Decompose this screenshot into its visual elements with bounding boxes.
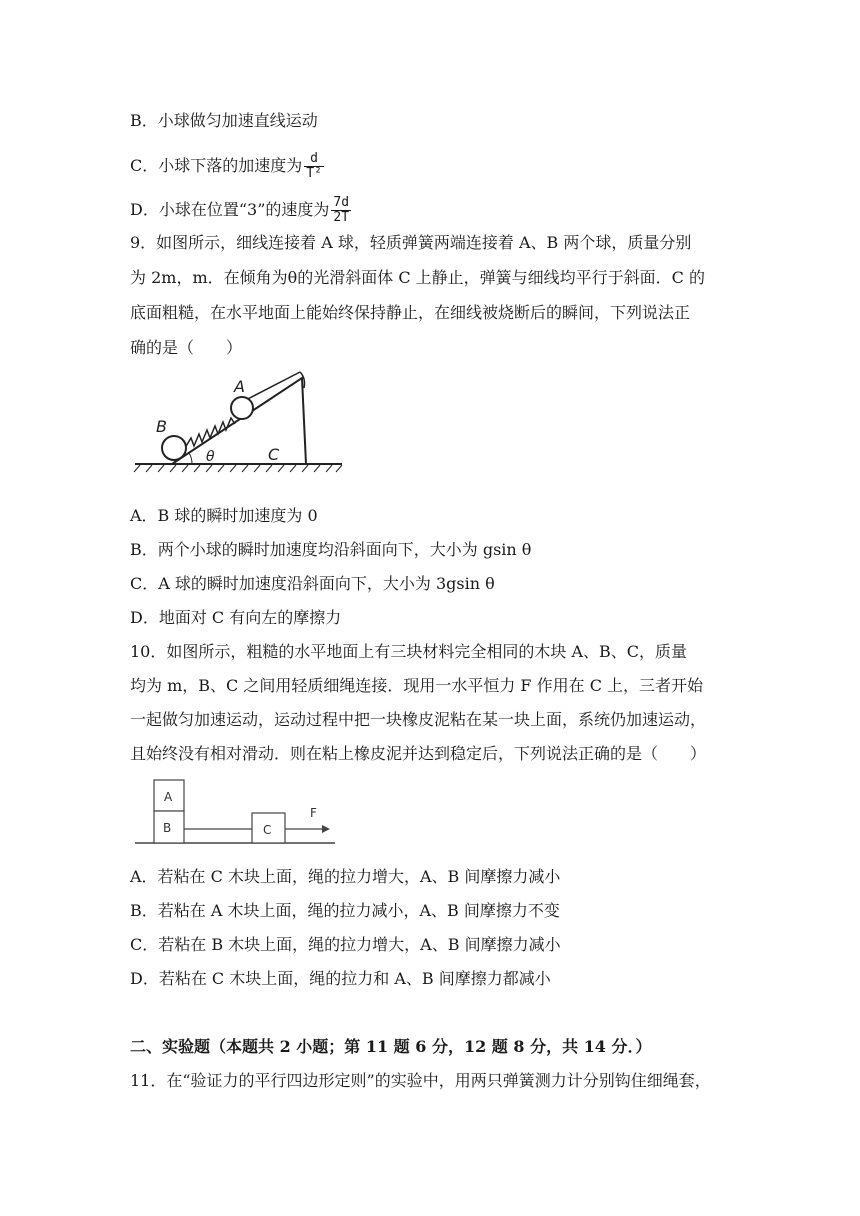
q9-stem-line-4: 确的是（ ） xyxy=(130,338,243,357)
q9-option-c: C．A 球的瞬时加速度沿斜面向下，大小为 3gsin θ xyxy=(130,574,495,593)
q8-option-d-text: D．小球在位置“3”的速度为 xyxy=(130,200,330,219)
label-a: A xyxy=(234,377,245,396)
q10-stem-line-4: 且始终没有相对滑动．则在粘上橡皮泥并达到稳定后，下列说法正确的是（ ） xyxy=(130,744,707,763)
angle-arc xyxy=(189,453,192,464)
label-c: C xyxy=(263,823,272,837)
label-b: B xyxy=(156,417,167,436)
q10-option-a: A．若粘在 C 木块上面，绳的拉力增大，A、B 间摩擦力减小 xyxy=(130,867,561,886)
q10-stem-line-3: 一起做匀加速运动，运动过程中把一块橡皮泥粘在某一块上面，系统仍加速运动， xyxy=(130,710,707,729)
q10-option-d: D．若粘在 C 木块上面，绳的拉力和 A、B 间摩擦力都减小 xyxy=(130,969,551,988)
fraction-denominator: 2T xyxy=(333,210,350,225)
q11-stem-line-1: 11．在“验证力的平行四边形定则”的实验中，用两只弹簧测力计分别钩住细绳套， xyxy=(130,1071,711,1090)
q8-option-c-text: C．小球下落的加速度为 xyxy=(130,156,303,175)
q10-stem-line-1: 10．如图所示，粗糙的水平地面上有三块材料完全相同的木块 A、B、C，质量 xyxy=(130,642,688,661)
fraction-numerator: 7d xyxy=(333,195,350,210)
label-theta: θ xyxy=(206,449,215,465)
q10-blocks-figure xyxy=(130,776,345,848)
q9-stem-line-3: 底面粗糙，在水平地面上能始终保持静止，在细线被烧断后的瞬间，下列说法正 xyxy=(130,303,691,322)
q9-option-b: B．两个小球的瞬时加速度均沿斜面向下，大小为 gsin θ xyxy=(130,540,532,559)
label-b: B xyxy=(163,821,172,835)
label-a: A xyxy=(164,790,173,804)
fraction-numerator: d xyxy=(304,152,324,167)
q10-stem-line-2: 均为 m，B、C 之间用轻质细绳连接．现用一水平恒力 F 作用在 C 上，三者开始 xyxy=(130,676,704,695)
label-c: C xyxy=(268,445,280,464)
ground-hatching xyxy=(134,465,342,472)
q10-option-c: C．若粘在 B 木块上面，绳的拉力增大，A、B 间摩擦力减小 xyxy=(130,935,561,954)
q9-stem-line-2: 为 2m，m．在倾角为θ的光滑斜面体 C 上静止，弹簧与细线均平行于斜面．C 的 xyxy=(130,268,705,287)
q8-option-d-fraction xyxy=(331,196,351,225)
q8-option-c-fraction xyxy=(304,152,324,181)
q9-option-d: D．地面对 C 有向左的摩擦力 xyxy=(130,608,342,627)
q8-option-b: B．小球做匀加速直线运动 xyxy=(130,111,318,130)
label-f: F xyxy=(310,806,317,820)
force-arrow-head xyxy=(322,825,330,833)
q10-option-b: B．若粘在 A 木块上面，绳的拉力减小，A、B 间摩擦力不变 xyxy=(130,901,560,920)
spring xyxy=(185,418,235,448)
fraction-denominator: T² xyxy=(306,166,322,181)
q9-incline-figure xyxy=(130,368,350,483)
ball-a xyxy=(231,397,253,419)
q8-option-d xyxy=(130,196,351,225)
q9-stem-line-1: 9．如图所示，细线连接着 A 球，轻质弹簧两端连接着 A、B 两个球，质量分别 xyxy=(130,233,692,252)
ball-b xyxy=(162,436,186,460)
q8-option-c xyxy=(130,152,324,181)
section-heading: 二、实验题（本题共 2 小题；第 11 题 6 分，12 题 8 分，共 14 分．） xyxy=(130,1037,652,1056)
q9-option-a: A．B 球的瞬时加速度为 0 xyxy=(130,506,318,525)
